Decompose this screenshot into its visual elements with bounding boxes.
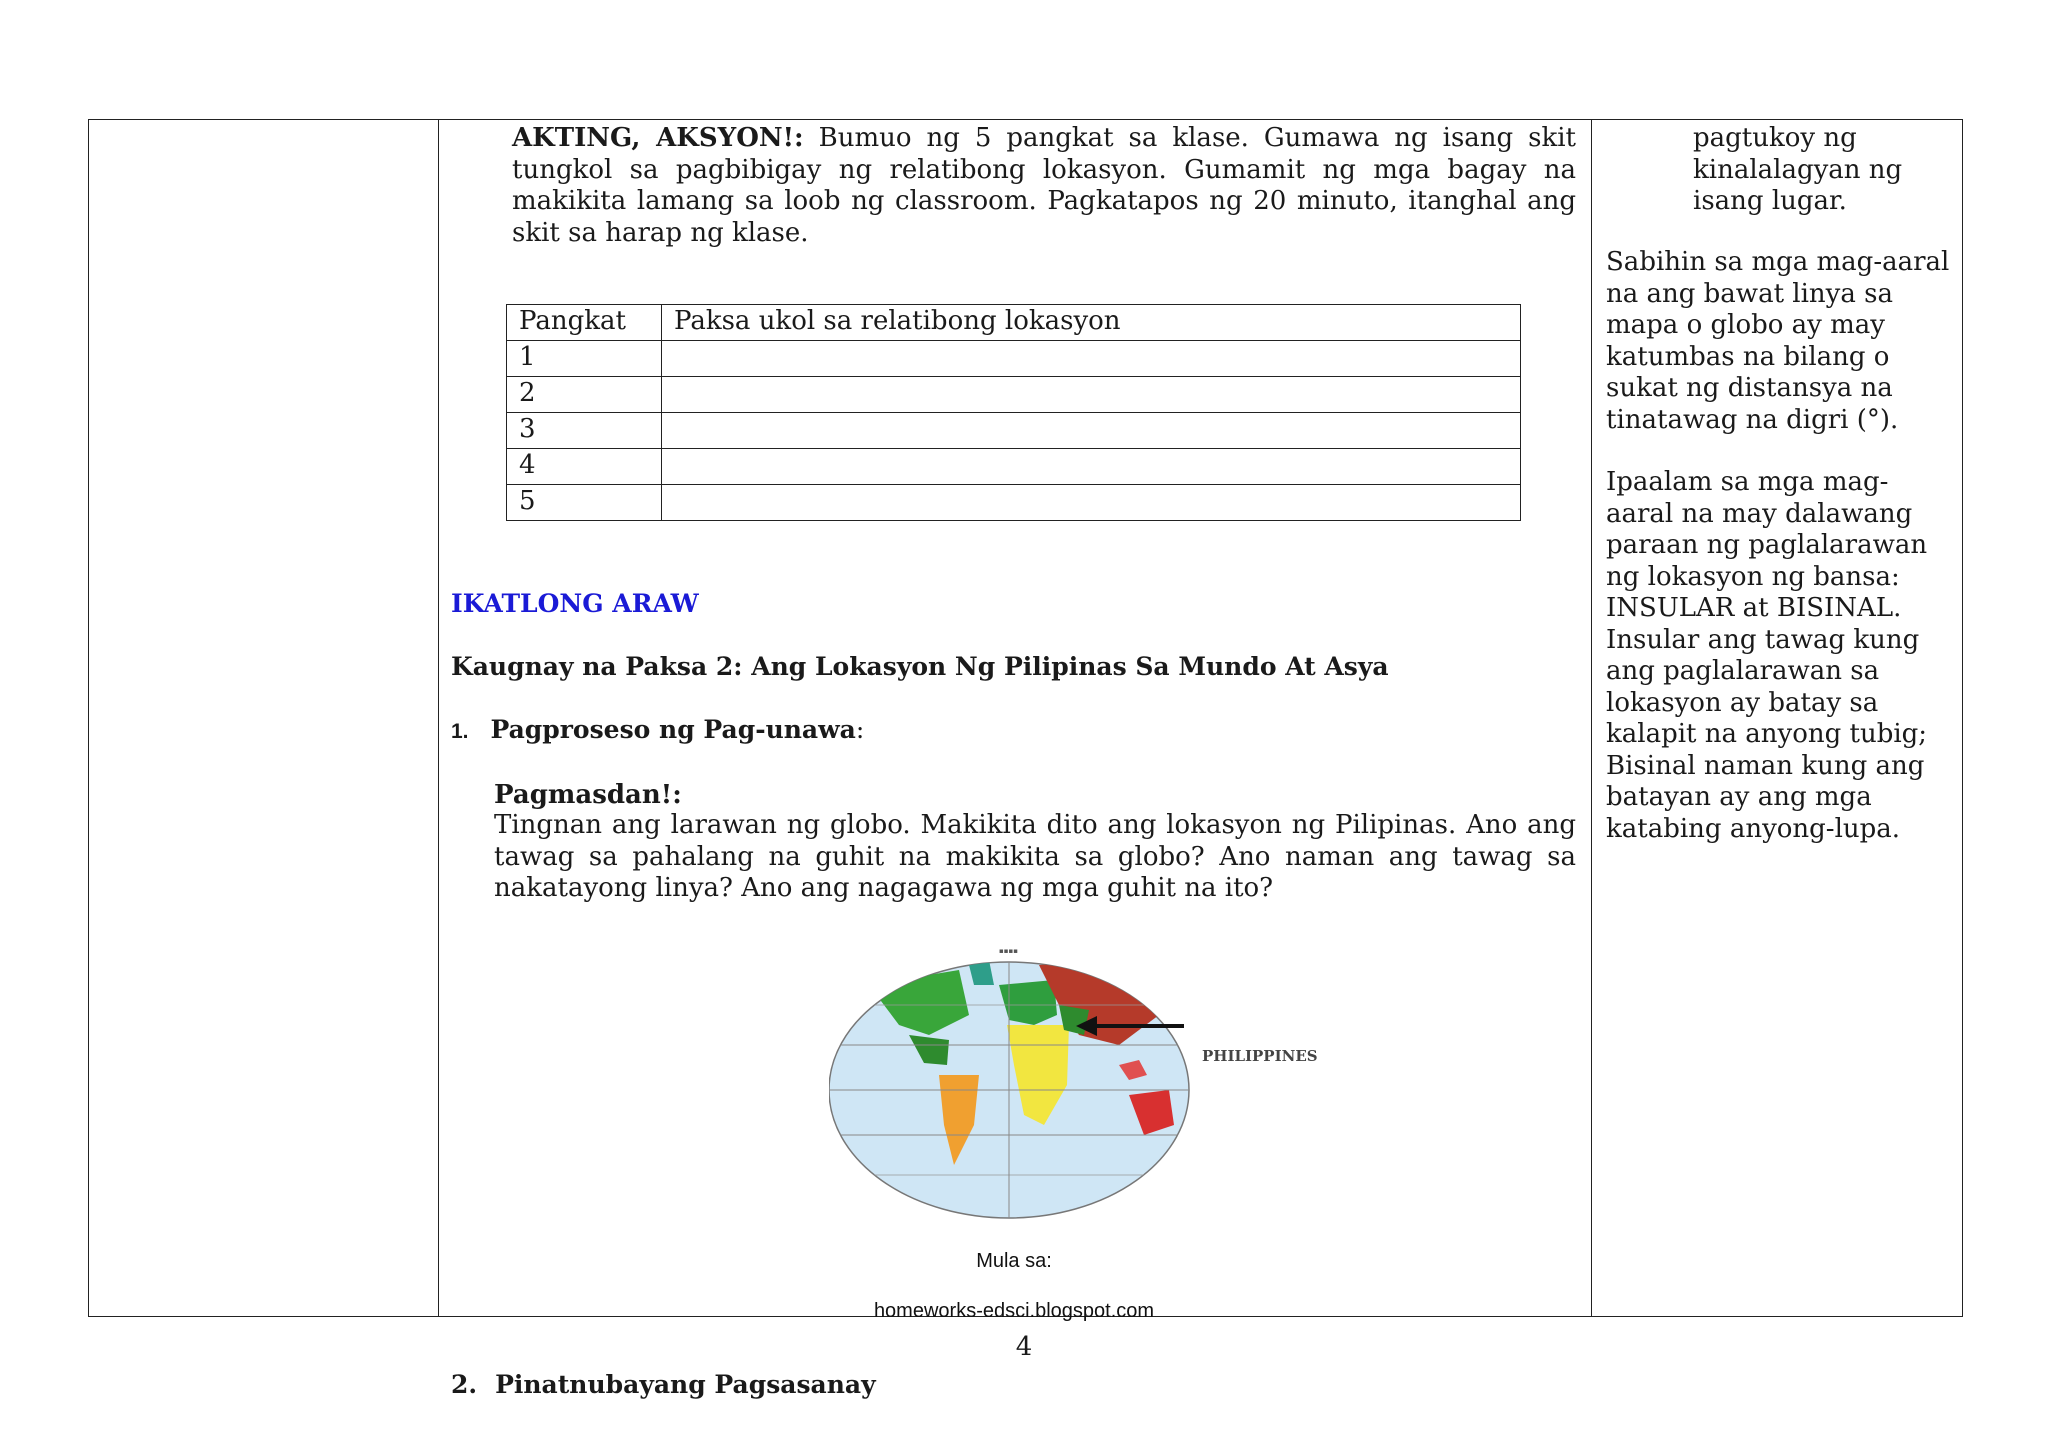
notes-line: ng lokasyon ng bansa: — [1606, 561, 1900, 592]
observe-text: Tingnan ang larawan ng globo. Makikita dito ang lokasyon ng Pilipinas. Ano ang tawag sa pahalang na guhit na makikita sa globo? Ano naman ang tawag sa nakatayong linya? Ano ang nagagawa ng mga guhit na ito? — [494, 810, 1576, 903]
group-table — [506, 304, 1521, 521]
item-2 — [451, 1370, 876, 1399]
notes-line: lokasyon ay batay sa — [1606, 687, 1879, 718]
notes-line: INSULAR at BISINAL. — [1606, 593, 1902, 623]
table-cell — [662, 377, 1521, 413]
notes-line: batayan ay ang mga — [1606, 782, 1872, 812]
world-globe-image — [829, 925, 1329, 1255]
item-colon: : — [855, 715, 865, 744]
notes-line: katabing anyong-lupa. — [1606, 813, 1901, 844]
notes-line: paraan ng paglalarawan — [1606, 530, 1928, 560]
notes-line: na ang bawat linya sa — [1606, 278, 1893, 309]
table-row — [507, 341, 1521, 377]
notes-intro — [1693, 123, 1902, 218]
table-cell: 4 — [507, 449, 662, 485]
lesson-table — [88, 119, 1963, 1399]
table-cell — [662, 341, 1521, 377]
notes-paragraph-location — [1606, 467, 1927, 845]
table-header: Paksa ukol sa relatibong lokasyon — [662, 305, 1521, 341]
topic-heading: Kaugnay na Paksa 2: Ang Lokasyon Ng Pilipinas Sa Mundo At Asya — [451, 652, 1389, 681]
table-cell: 2 — [507, 377, 662, 413]
content-column — [439, 120, 1589, 1399]
notes-line: mapa o globo ay may — [1606, 310, 1885, 340]
notes-line: kinalalagyan ng — [1693, 154, 1903, 185]
notes-line: aaral na may dalawang — [1606, 498, 1913, 529]
image-caption-source: Mula sa: — [976, 1250, 1052, 1272]
notes-line: sukat ng distansya na — [1606, 373, 1893, 403]
philippines-label: PHILIPPINES — [1202, 1047, 1318, 1065]
item-title: Pagproseso ng Pag-unawa — [490, 715, 856, 744]
notes-paragraph-degrees — [1606, 247, 1949, 436]
activity-paragraph — [512, 123, 1576, 249]
table-cell — [662, 413, 1521, 449]
notes-line: kalapit na anyong tubig; — [1606, 719, 1928, 749]
notes-column — [1593, 120, 1963, 1316]
table-row — [507, 377, 1521, 413]
activity-text: Bumuo ng 5 pangkat sa klase. Gumawa ng isang skit tungkol sa pagbibigay ng relatibong lokasyon. Gumamit ng mga bagay na makikita lamang sa loob ng classroom. Pagkatapos ng 20 minuto, itanghal ang skit sa harap ng klase. — [512, 123, 1577, 248]
column-divider — [1591, 120, 1592, 1316]
notes-line: Sabihin sa mga mag-aaral — [1606, 247, 1950, 277]
table-row — [507, 485, 1521, 521]
notes-line: tinatawag na digri (°). — [1606, 404, 1899, 435]
notes-line: Insular ang tawag kung — [1606, 624, 1920, 655]
day-heading: IKATLONG ARAW — [451, 589, 699, 618]
notes-line: Bisinal naman kung ang — [1606, 750, 1925, 781]
table-cell: 5 — [507, 485, 662, 521]
table-cell: 1 — [507, 341, 662, 377]
table-cell: 3 — [507, 413, 662, 449]
table-row — [507, 449, 1521, 485]
notes-line: pagtukoy ng — [1693, 123, 1857, 153]
item-1 — [451, 715, 864, 744]
page-number: 4 — [1015, 1332, 1033, 1362]
notes-line: katumbas na bilang o — [1606, 341, 1890, 372]
table-cell — [662, 485, 1521, 521]
notes-line: isang lugar. — [1693, 186, 1847, 216]
table-cell — [662, 449, 1521, 485]
svg-text:▪▪▪▪: ▪▪▪▪ — [999, 947, 1018, 955]
table-header-row — [507, 305, 1521, 341]
notes-line: Ipaalam sa mga mag- — [1606, 467, 1889, 497]
image-caption-url: homeworks-edsci.blogspot.com — [873, 1300, 1155, 1322]
item-title: Pinatnubayang Pagsasanay — [495, 1370, 876, 1399]
item-number: 2. — [451, 1370, 478, 1399]
item-number: 1. — [451, 720, 469, 743]
table-header: Pangkat — [507, 305, 662, 341]
notes-line: ang paglalarawan sa — [1606, 656, 1880, 686]
table-row — [507, 413, 1521, 449]
observe-title: Pagmasdan!: — [494, 780, 682, 810]
activity-title: AKTING, AKSYON!: — [512, 123, 804, 153]
